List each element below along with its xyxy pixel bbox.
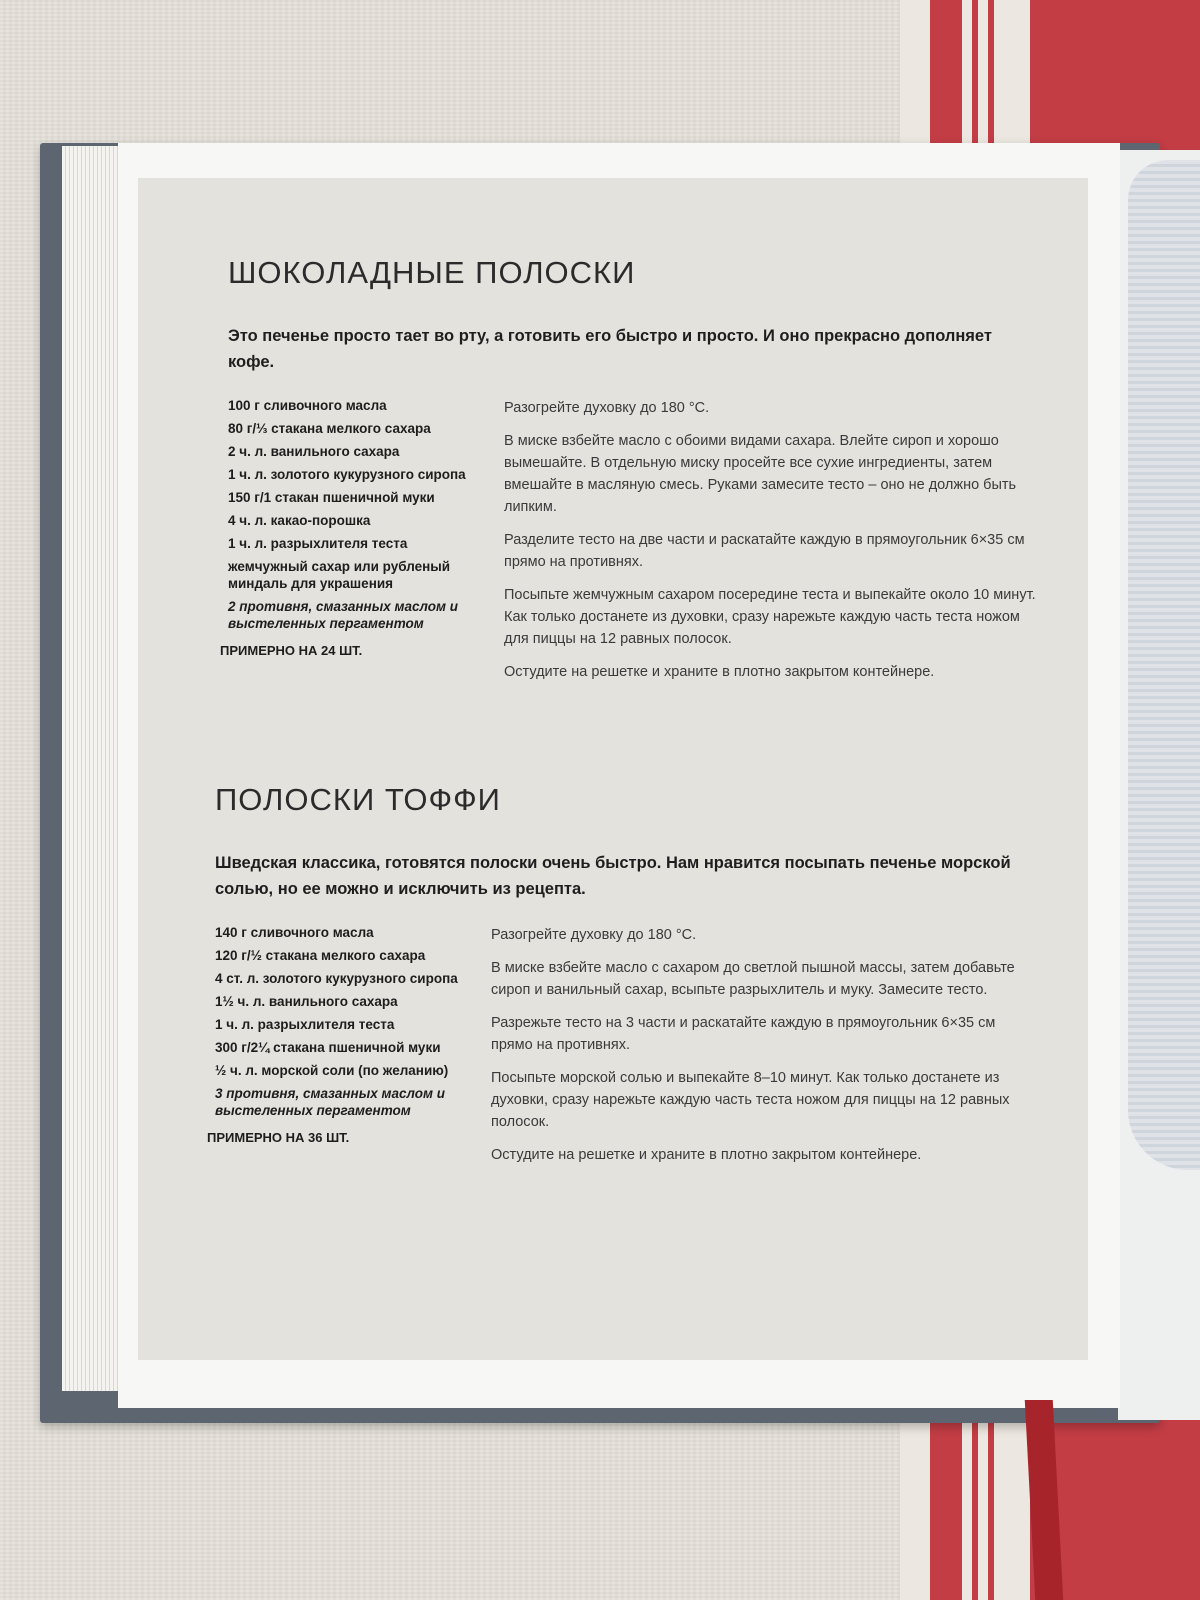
method-step: Разделите тесто на две части и раскатайте каждую в прямоугольник 6×35 см прямо на противнях. <box>504 532 1025 570</box>
ingredient-item: 2 ч. л. ванильного сахара <box>228 444 400 459</box>
equipment-note: 3 противня, смазанных маслом и выстеленных пергаментом <box>215 1086 445 1118</box>
method-step: В миске взбейте масло с обоими видами сахара. Влейте сироп и хорошо вымешайте. В отдельную миску просейте все сухие ингредиенты, затем вмешайте в масляную смесь. Руками замесите тесто – оно не должно быть липким. <box>504 433 1017 515</box>
ingredient-item: 1½ ч. л. ванильного сахара <box>215 994 398 1009</box>
method-step: Посыпьте жемчужным сахаром посередине теста и выпекайте около 10 минут. Как только достанете из духовки, сразу нарежьте каждую часть теста ножом для пиццы на 12 равных полосок. <box>504 587 1036 647</box>
ingredient-item: 300 г/2¼ стакана пшеничной муки <box>215 1040 441 1055</box>
striped-towel <box>900 0 1200 160</box>
ingredients-list <box>220 397 504 694</box>
method-step: Разогрейте духовку до 180 °C. <box>504 400 710 416</box>
method-step: Остудите на решетке и храните в плотно закрытом контейнере. <box>491 1147 922 1163</box>
recipe-toffee-strips <box>207 782 1035 1177</box>
ingredient-item: 1 ч. л. золотого кукурузного сиропа <box>228 467 466 482</box>
ingredient-item: 4 ст. л. золотого кукурузного сиропа <box>215 971 458 986</box>
yield: ПРИМЕРНО НА 24 ШТ. <box>220 643 363 658</box>
ingredient-item: 140 г сливочного масла <box>215 925 374 940</box>
method-step: В миске взбейте масло с сахаром до светлой пышной массы, затем добавьте сироп и ванильный сахар, всыпьте разрыхлитель и муку. Замесите тесто. <box>491 960 1015 998</box>
method-steps <box>491 924 1035 1177</box>
ingredient-item: 100 г сливочного масла <box>228 398 387 413</box>
ingredient-item: 1 ч. л. разрыхлителя теста <box>215 1017 395 1032</box>
recipe-intro: Это печенье просто тает во рту, а готовить его быстро и просто. И оно прекрасно дополняет кофе. <box>228 327 992 371</box>
method-step: Разрежьте тесто на 3 части и раскатайте каждую в прямоугольник 6×35 см прямо на противнях. <box>491 1015 996 1053</box>
ingredient-item: ½ ч. л. морской соли (по желанию) <box>215 1063 449 1078</box>
ingredient-item: 1 ч. л. разрыхлителя теста <box>228 536 408 551</box>
ingredient-item: жемчужный сахар или рубленый миндаль для украшения <box>228 559 451 591</box>
recipe-title: ШОКОЛАДНЫЕ ПОЛОСКИ <box>228 255 636 290</box>
page-edges <box>62 146 122 1391</box>
yield: ПРИМЕРНО НА 36 ШТ. <box>207 1130 350 1145</box>
recipe-title: ПОЛОСКИ ТОФФИ <box>215 782 501 817</box>
ingredient-item: 150 г/1 стакан пшеничной муки <box>228 490 435 505</box>
cloth-napkin <box>1128 160 1200 1170</box>
method-step: Посыпьте морской солью и выпекайте 8–10 минут. Как только достанете из духовки, сразу нарежьте каждую часть теста ножом для пиццы на 12 равных полосок. <box>491 1070 1010 1130</box>
ingredients-list <box>207 924 491 1177</box>
method-step: Остудите на решетке и храните в плотно закрытом контейнере. <box>504 664 935 680</box>
equipment-note: 2 противня, смазанных маслом и выстеленных пергаментом <box>228 599 458 631</box>
recipe-chocolate-strips <box>220 255 1048 694</box>
ingredient-item: 80 г/⅓ стакана мелкого сахара <box>228 421 431 436</box>
method-steps <box>504 397 1048 694</box>
ingredient-item: 120 г/½ стакана мелкого сахара <box>215 948 426 963</box>
ingredient-item: 4 ч. л. какао-порошка <box>228 513 371 528</box>
method-step: Разогрейте духовку до 180 °C. <box>491 927 697 943</box>
recipe-intro: Шведская классика, готовятся полоски очень быстро. Нам нравится посыпать печенье морской солью, но ее можно и исключить из рецепта. <box>215 854 1011 898</box>
